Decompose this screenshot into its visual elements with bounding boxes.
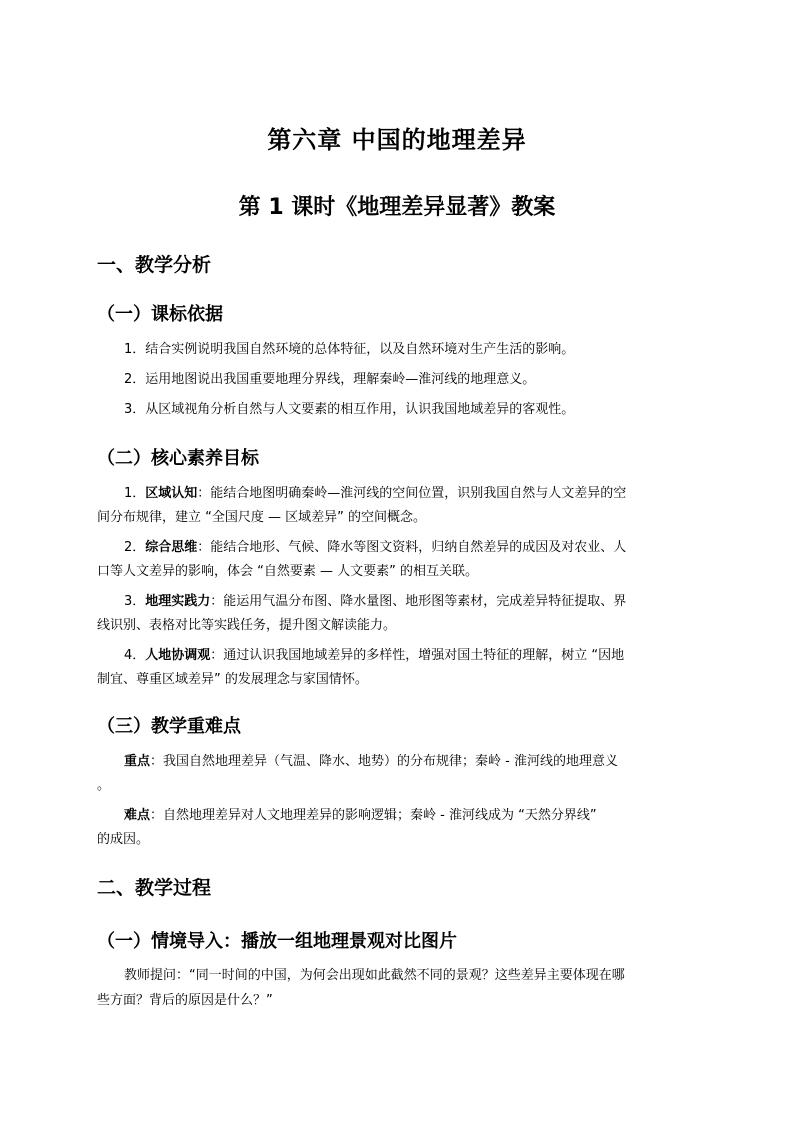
competency-2-line2: 口等人文差异的影响，体会 “自然要素 — 人文要素” 的相互关联。: [97, 564, 478, 579]
competency-label: 区域认知: [145, 486, 198, 501]
competency-4-line2: 制宜、尊重区域差异” 的发展理念与家国情怀。: [97, 672, 368, 687]
competency-4-line1: [124, 643, 624, 669]
competency-3-line1: [124, 589, 626, 615]
subsection-heading-intro: （一）情境导入：播放一组地理景观对比图片: [97, 931, 457, 952]
competency-label: 地理实践力: [145, 594, 211, 609]
competency-1-line1: [124, 481, 626, 507]
key-point-line2: 。: [97, 778, 111, 793]
competency-text: ：能结合地形、气候、降水等图文资料，归纳自然差异的成因及对农业、人: [197, 540, 627, 555]
key-point-line1: [124, 749, 618, 775]
item-number: 2．: [124, 540, 146, 555]
competency-label: 综合思维: [145, 540, 198, 555]
competency-3-line2: 线识别、表格对比等实践任务，提升图文解读能力。: [97, 618, 397, 633]
competency-text: ：能结合地图明确秦岭—淮河线的空间位置，识别我国自然与人文差异的空: [197, 486, 627, 501]
intro-line2: 些方面？背后的原因是什么？”: [97, 993, 273, 1008]
difficult-point-label: 难点: [124, 808, 151, 823]
section-heading-process: 二、教学过程: [97, 877, 212, 899]
standard-item-2: 2．运用地图说出我国重要地理分界线，理解秦岭—淮河线的地理意义。: [124, 372, 536, 387]
chapter-title: 第六章 中国的地理差异: [267, 126, 527, 154]
key-point-text: ：我国自然地理差异（气温、降水、地势）的分布规律；秦岭 - 淮河线的地理意义: [150, 754, 618, 769]
item-number: 3．: [124, 594, 146, 609]
intro-line1: 教师提问：“同一时间的中国，为何会出现如此截然不同的景观？这些差异主要体现在哪: [124, 968, 625, 983]
difficult-point-line1: [124, 803, 597, 829]
subsection-heading-standards: （一）课标依据: [97, 304, 223, 325]
lesson-title: 第 1 课时《地理差异显著》教案: [238, 195, 556, 220]
competency-text: ：通过认识我国地域差异的多样性，增强对国土特征的理解，树立 “因地: [210, 648, 625, 663]
subsection-heading-competency: （二）核心素养目标: [97, 448, 259, 469]
difficult-point-line2: 的成因。: [97, 832, 150, 847]
competency-2-line1: [124, 535, 626, 561]
standard-item-1: 1．结合实例说明我国自然环境的总体特征，以及自然环境对生产生活的影响。: [124, 342, 575, 357]
competency-text: ：能运用气温分布图、降水量图、地形图等素材，完成差异特征提取、界: [210, 594, 627, 609]
subsection-heading-key-points: （三）教学重难点: [97, 716, 241, 737]
standard-item-3: 3．从区域视角分析自然与人文要素的相互作用，认识我国地域差异的客观性。: [124, 402, 575, 417]
difficult-point-text: ：自然地理差异对人文地理差异的影响逻辑；秦岭 - 淮河线成为 “天然分界线”: [150, 808, 597, 823]
competency-label: 人地协调观: [145, 648, 211, 663]
key-point-label: 重点: [124, 754, 151, 769]
item-number: 4．: [124, 648, 146, 663]
section-heading-analysis: 一、教学分析: [97, 254, 212, 276]
competency-1-line2: 间分布规律，建立 “全国尺度 — 区域差异” 的空间概念。: [97, 510, 426, 525]
item-number: 1．: [124, 486, 146, 501]
